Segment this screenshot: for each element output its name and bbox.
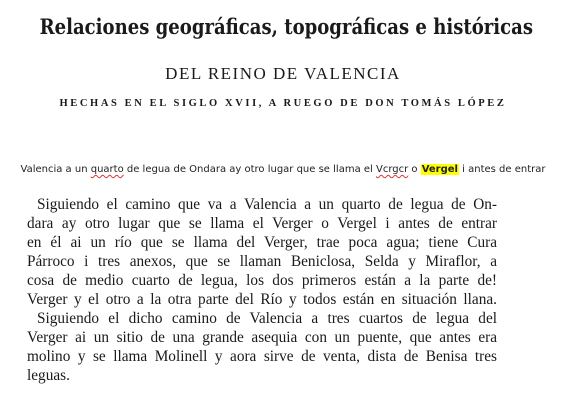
snippet-text: de legua de Ondara ay otro lugar que se llama el bbox=[123, 164, 376, 175]
highlighted-match: Vergel bbox=[421, 164, 458, 175]
text-line: leguas. bbox=[27, 367, 70, 384]
spelling-error-word[interactable]: Vcrgcr bbox=[375, 164, 409, 175]
page-subtitle: DEL REINO DE VALENCIA bbox=[165, 64, 401, 83]
document-body bbox=[27, 195, 497, 385]
paragraph-2 bbox=[27, 309, 497, 385]
spelling-error-word[interactable]: quarto bbox=[90, 164, 124, 175]
text-line: cosa de medio cuarto de legua, los dos primeros están a la parte de! bbox=[27, 272, 497, 289]
snippet-text: i antes de entrar bbox=[458, 164, 546, 175]
text-line: molino y se llama Molinell y aora sirve de venta, dista de Benisa tres bbox=[27, 348, 497, 365]
text-line: Párroco i tres anexos, que se llaman Beniclosa, Selda y Miraflor, a bbox=[27, 253, 497, 270]
page-title: Relaciones geográficas, topográficas e históricas bbox=[39, 14, 534, 39]
snippet-text: o bbox=[408, 164, 421, 175]
page-subsubtitle: HECHAS EN EL SIGLO XVII, A RUEGO DE DON TOMÁS LÓPEZ bbox=[59, 98, 507, 109]
text-line: Siguiendo el dicho camino de Valencia a tres cuartos de legua del bbox=[37, 310, 497, 327]
text-line: en él ai un río que se llama del Verger, trae poca agua; tiene Cura bbox=[27, 234, 497, 251]
text-line: Siguiendo el camino que va a Valencia a un quarto de legua de On- bbox=[37, 196, 497, 213]
text-line: dara ay otro lugar que se llama el Verger o Vergel i antes de entrar bbox=[27, 215, 497, 232]
snippet-text: Valencia a un bbox=[20, 164, 91, 175]
text-line: Verger y el otro a la otra parte del Río y todos están en situación llana. bbox=[27, 291, 497, 308]
ocr-snippet bbox=[0, 164, 566, 175]
text-line: Verger ai un sitio de una grande asequia con un puente, que antes era bbox=[27, 329, 497, 346]
paragraph-1 bbox=[27, 195, 497, 309]
